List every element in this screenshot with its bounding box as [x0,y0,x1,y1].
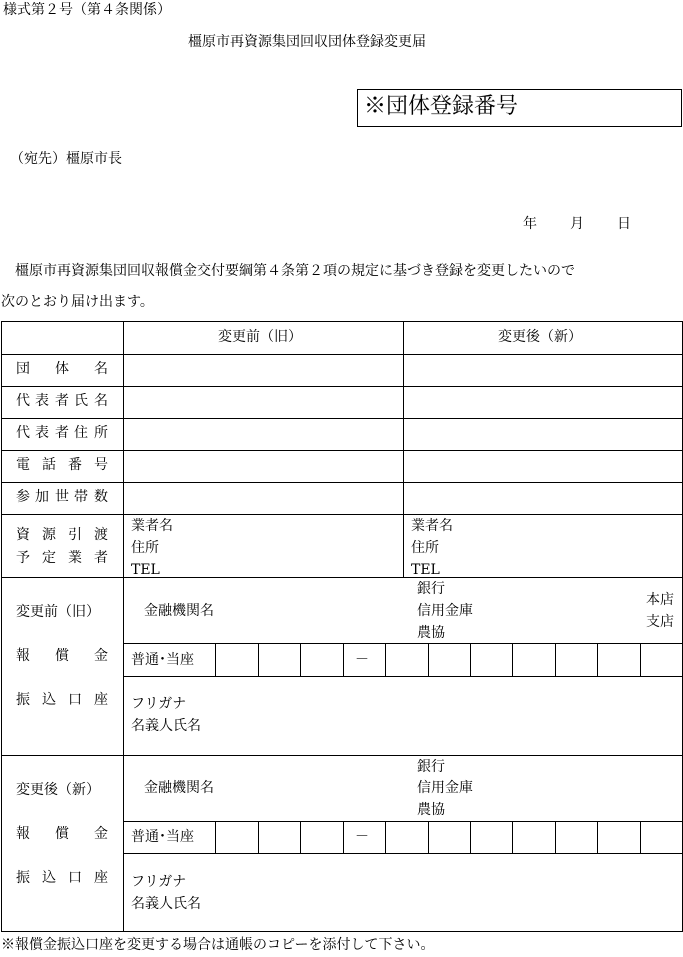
institution-label-after: 金融機関名 [144,780,214,796]
contractor-tel-before: TEL [131,562,160,578]
date-day-label: 日 [617,216,631,232]
bank-after-label: 変更後（新） [16,782,100,798]
institution-label-before: 金融機関名 [144,603,214,619]
credit-option-before: 信用金庫 [417,603,473,619]
date-year-label: 年 [523,216,537,232]
bank-option-after: 銀行 [417,759,445,775]
contractor-address-before: 住所 [131,540,159,556]
form-number: 様式第２号（第４条関係） [3,2,171,18]
date-month-label: 月 [570,216,584,232]
branch-before: 支店 [646,614,674,630]
account-dash-after: － [355,829,369,845]
furigana-before: フリガナ [131,696,187,712]
holder-name-after: 名義人氏名 [131,896,201,912]
account-type-after: 普通･当座 [131,829,194,845]
holder-name-before: 名義人氏名 [131,718,201,734]
head-office-before: 本店 [646,592,674,608]
contractor-address-after: 住所 [411,540,439,556]
account-type-before: 普通･当座 [131,652,194,668]
furigana-after: フリガナ [131,874,187,890]
account-dash-before: － [355,652,369,668]
agri-option-after: 農協 [417,802,445,818]
column-before-header: 変更前（旧） [218,329,302,345]
agri-option-before: 農協 [417,625,445,641]
registration-number-label: ※団体登録番号 [364,94,519,119]
contractor-tel-after: TEL [411,562,440,578]
contractor-name-after: 業者名 [411,518,453,534]
form-title: 橿原市再資源集団回収団体登録変更届 [188,34,426,50]
intro-text-line2: 次のとおり届け出ます。 [1,294,154,310]
bank-option-before: 銀行 [417,581,445,597]
credit-option-after: 信用金庫 [417,780,473,796]
addressee: （宛先）橿原市長 [10,151,122,167]
intro-text-line1: 橿原市再資源集団回収報償金交付要綱第４条第２項の規定に基づき登録を変更したいので [15,263,575,279]
column-after-header: 変更後（新） [498,329,582,345]
bank-before-label: 変更前（旧） [16,604,100,620]
contractor-name-before: 業者名 [131,518,173,534]
footnote: ※報償金振込口座を変更する場合は通帳のコピーを添付して下さい。 [1,937,435,953]
